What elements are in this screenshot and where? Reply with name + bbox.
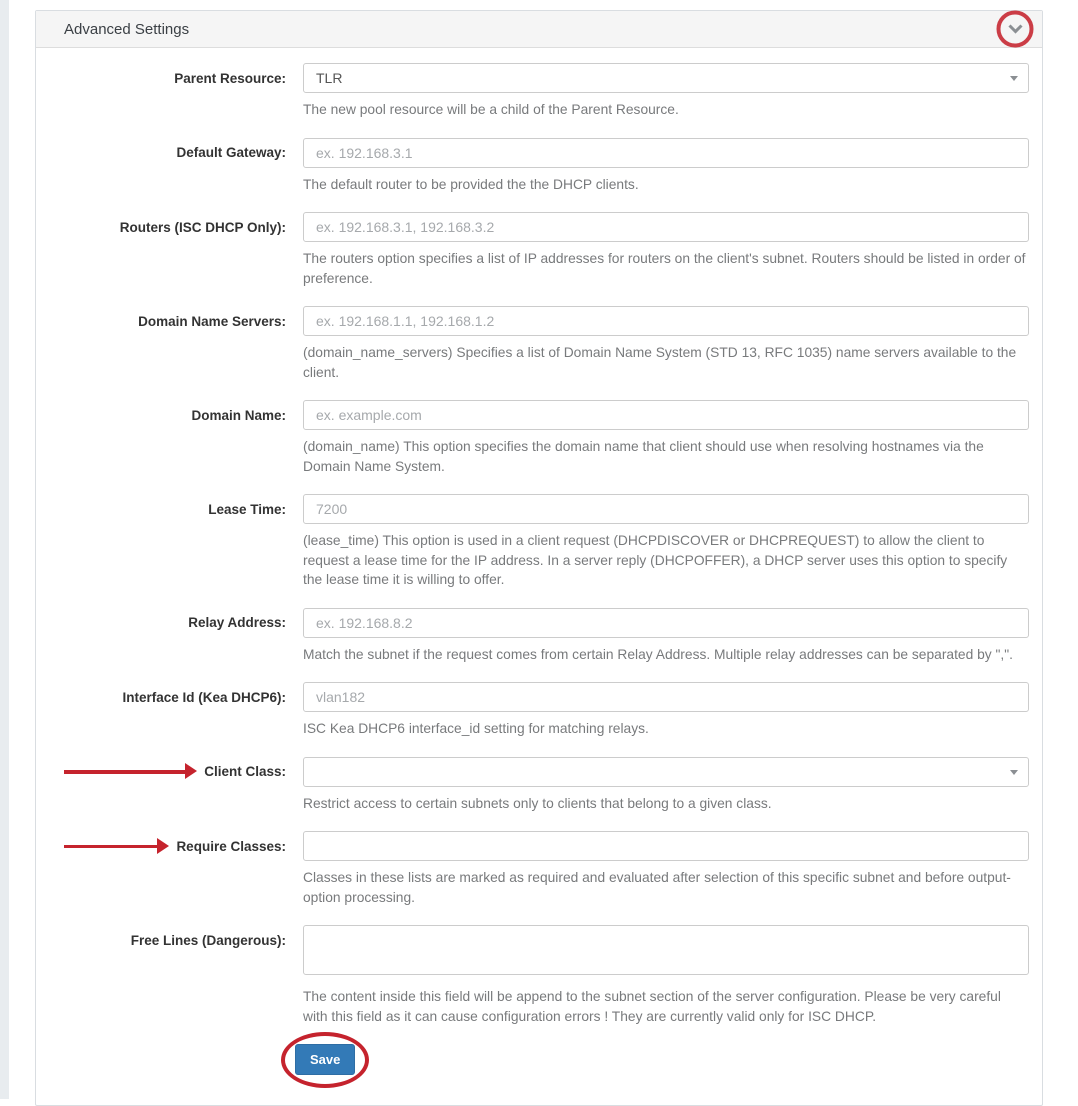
- form-row: [36, 400, 1042, 476]
- field-label: Domain Name:: [191, 407, 286, 423]
- form-row: [36, 494, 1042, 590]
- field-control-cell: [286, 494, 1042, 590]
- form-row: [36, 63, 1042, 120]
- domain-name-servers-input[interactable]: [303, 306, 1029, 336]
- field-label-cell: [36, 494, 286, 524]
- require-classes-input[interactable]: [303, 831, 1029, 861]
- field-label: Default Gateway:: [176, 145, 286, 160]
- field-label-cell: [36, 608, 286, 638]
- field-label: Routers (ISC DHCP Only):: [119, 219, 286, 235]
- form-row: [36, 212, 1042, 288]
- domain-name-input[interactable]: [303, 400, 1029, 430]
- field-control-cell: [286, 138, 1042, 195]
- routers-isc-dhcp-only-input[interactable]: [303, 212, 1029, 242]
- parent-resource-select[interactable]: [303, 63, 1029, 93]
- field-control-cell: [286, 682, 1042, 739]
- field-label-cell: [36, 400, 286, 430]
- field-label: Parent Resource:: [174, 70, 286, 86]
- form-row: [36, 757, 1042, 814]
- panel-heading[interactable]: [36, 11, 1042, 48]
- field-control-cell: [286, 63, 1042, 120]
- field-label-cell: [36, 63, 286, 93]
- field-label-cell: [36, 757, 286, 787]
- panel-title: Advanced Settings: [64, 20, 190, 38]
- field-label: Free Lines (Dangerous):: [130, 932, 286, 948]
- field-label-cell: [36, 925, 286, 955]
- free-lines-textarea[interactable]: [303, 925, 1029, 975]
- field-help-text: The new pool resource will be a child of the Parent Resource.: [303, 102, 679, 117]
- field-help-text: The routers option specifies a list of IP addresses for routers on the client's subnet. Routers should be listed in order of preference.: [303, 251, 1026, 286]
- form-row: [36, 608, 1042, 665]
- field-label: Relay Address:: [188, 615, 286, 630]
- form-row: [36, 306, 1042, 382]
- collapse-toggle-button[interactable]: [1004, 18, 1026, 40]
- form-row: [36, 138, 1042, 195]
- parent-resource-selected-value: TLR: [316, 70, 343, 86]
- field-label: Interface Id (Kea DHCP6):: [122, 689, 286, 705]
- field-help-text: Restrict access to certain subnets only to clients that belong to a given class.: [303, 795, 772, 811]
- field-help-text: (domain_name) This option specifies the domain name that client should use when resolving hostnames via the Domain Name System.: [303, 439, 984, 474]
- field-help-text: ISC Kea DHCP6 interface_id setting for matching relays.: [303, 721, 649, 736]
- field-control-cell: [286, 757, 1042, 814]
- field-label-cell: [36, 682, 286, 712]
- caret-down-icon: [1010, 76, 1018, 81]
- field-help-text: Classes in these lists are marked as required and evaluated after selection of this specific subnet and before output-option processing.: [303, 870, 1011, 905]
- form-row: [36, 831, 1042, 907]
- form-row: [36, 682, 1042, 739]
- field-control-cell: [286, 831, 1042, 907]
- chevron-down-icon: [1008, 24, 1023, 34]
- field-label: Require Classes:: [176, 838, 286, 854]
- field-help-text: (domain_name_servers) Specifies a list of Domain Name System (STD 13, RFC 1035) name servers available to the client.: [303, 345, 1017, 380]
- form-body: [36, 48, 1042, 1026]
- field-label: Domain Name Servers:: [138, 313, 286, 329]
- save-row: [36, 1044, 1042, 1105]
- field-control-cell: [286, 608, 1042, 665]
- form-row: [36, 925, 1042, 1026]
- caret-down-icon: [1010, 770, 1018, 775]
- field-control-cell: [286, 925, 1042, 1026]
- save-button[interactable]: Save: [295, 1044, 355, 1075]
- field-label-cell: [36, 138, 286, 168]
- field-control-cell: [286, 212, 1042, 288]
- field-label-cell: [36, 306, 286, 336]
- field-label: Client Class:: [204, 764, 286, 779]
- advanced-settings-panel: [35, 10, 1043, 1106]
- field-label-cell: [36, 212, 286, 242]
- interface-id-kea-dhcp6-input[interactable]: [303, 682, 1029, 712]
- field-control-cell: [286, 400, 1042, 476]
- field-help-text: Match the subnet if the request comes from certain Relay Address. Multiple relay addresses can be separated by ",".: [303, 646, 1013, 662]
- field-label: Lease Time:: [208, 501, 286, 517]
- annotation-arrow: [64, 838, 169, 855]
- client-class-select[interactable]: [303, 757, 1029, 787]
- field-help-text: (lease_time) This option is used in a client request (DHCPDISCOVER or DHCPREQUEST) to allow the client to request a lease time for the IP address. In a server reply (DHCPOFFER), a DHCP server uses this option to specify the lease time it is willing to offer.: [303, 533, 1008, 587]
- lease-time-input[interactable]: [303, 494, 1029, 524]
- field-label-cell: [36, 831, 286, 861]
- relay-address-input[interactable]: [303, 608, 1029, 638]
- page-left-strip: [0, 0, 9, 1099]
- annotation-arrow: [64, 763, 197, 780]
- default-gateway-input[interactable]: [303, 138, 1029, 168]
- field-help-text: The default router to be provided the the DHCP clients.: [303, 176, 639, 192]
- field-control-cell: [286, 306, 1042, 382]
- field-help-text: The content inside this field will be append to the subnet section of the server configuration. Please be very careful with this field as it can cause configuration errors ! They are currently valid only for ISC DHCP.: [303, 989, 1001, 1024]
